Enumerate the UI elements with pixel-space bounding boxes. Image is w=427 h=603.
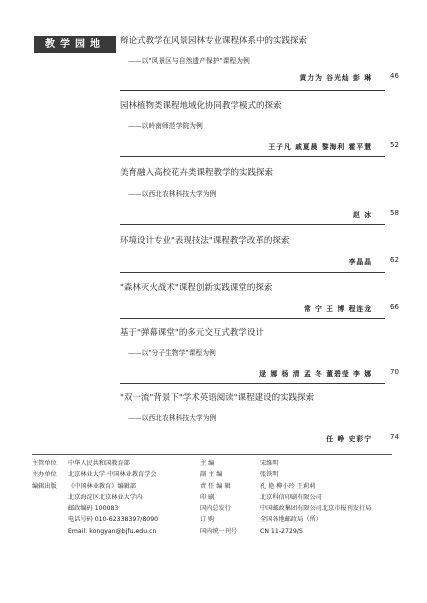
entry-authors: 常 宁 王 博 程连龙: [303, 305, 372, 313]
entry-divider: [120, 318, 385, 319]
footer-row: [200, 492, 371, 503]
footer-row: [200, 503, 371, 514]
entry-subtitle: ——以"分子生物学"课程为例: [128, 349, 216, 357]
entry-title: 辩论式教学在风景园林专业课程体系中的实践探索: [120, 36, 308, 46]
footer-value: 全国各地邮政局（所）: [260, 516, 322, 524]
entry-divider: [120, 272, 385, 273]
entry-page-number: 66: [390, 303, 399, 311]
footer-row: [200, 481, 371, 492]
footer-row: [32, 526, 158, 537]
entry-authors: 逯 娜 杨 清 孟 冬 董碧莹 李 娜: [259, 370, 372, 378]
footer-value: 北京海淀区北京林业大学内: [68, 493, 143, 501]
footer-value: 北京科信印刷有限公司: [260, 493, 322, 501]
entry-subtitle: ——以西北农林科技大学为例: [128, 414, 217, 422]
footer-row: [200, 469, 371, 480]
footer-label: 主办单位: [32, 471, 57, 479]
footer-value: 北京林业大学 中国林业教育学会: [68, 471, 157, 479]
footer-label: 国内统一刊号: [200, 527, 238, 535]
entry-title: 园林植物类课程地域化协同教学模式的探索: [120, 101, 282, 111]
footer-label: [32, 526, 68, 537]
entry-divider: [120, 383, 385, 384]
footer-value: 电话号码 010-62338397/8090: [68, 516, 159, 524]
footer-row: [200, 514, 371, 525]
toc-entry[interactable]: [120, 36, 399, 82]
toc-entry[interactable]: [120, 283, 399, 313]
footer-value: 张铁明: [260, 471, 279, 479]
footer-row: [32, 514, 158, 525]
footer-label: [32, 492, 68, 503]
toc-entry[interactable]: [120, 393, 399, 443]
footer-label: 国内总发行: [200, 505, 231, 513]
toc-entry[interactable]: [120, 101, 399, 151]
entry-divider: [120, 90, 385, 91]
footer-label: [32, 503, 68, 514]
entry-page-number: 46: [390, 72, 399, 80]
footer-editorial-info: [200, 458, 371, 537]
entry-page-number: 70: [390, 368, 399, 376]
footer-value: 邮政编码 100083: [68, 505, 119, 513]
footer-value: 《中国林业教育》编辑部: [68, 482, 137, 490]
entry-title: "森林灭火战术"课程创新实践课堂的探索: [120, 283, 273, 293]
entry-page-number: 74: [390, 433, 399, 441]
entry-title: 环境设计专业"表现技法"课程教学改革的探索: [120, 236, 290, 246]
entry-page-number: 58: [390, 209, 399, 217]
footer-row: [32, 458, 158, 469]
footer-row: [32, 492, 158, 503]
toc-entry[interactable]: [120, 236, 399, 266]
footer-row: [200, 526, 371, 537]
footer-value: CN 11-2729/S: [260, 527, 303, 535]
footer-value: 中华人民共和国教育部: [68, 460, 130, 467]
entry-authors: 李晶晶: [348, 258, 372, 266]
footer-label: 订 购: [200, 516, 215, 524]
entry-authors: 黄力为 谷光灿 彭 琳: [299, 74, 372, 82]
section-label: 教学园地: [34, 36, 116, 53]
footer-label: 编辑出版: [32, 482, 57, 490]
toc-entry[interactable]: [120, 328, 399, 378]
entry-authors: 王子凡 戚夏晨 黎海利 霍平慧: [268, 143, 372, 151]
footer-value: Email: kongyan@bjfu.edu.cn: [68, 527, 157, 535]
footer-value: 中国邮政集团有限公司北京市报刊发行局: [260, 505, 372, 513]
footer-label: 主 编: [200, 460, 215, 467]
entry-subtitle: ——以岭南师范学院为例: [128, 122, 203, 130]
entry-page-number: 52: [390, 141, 399, 149]
footer-label: 主管单位: [32, 460, 57, 467]
entry-subtitle: ——以西北农林科技大学为例: [128, 190, 217, 198]
entry-authors: 赵 冰: [353, 211, 372, 219]
entry-title: 美育融入高校花卉类课程教学的实践探索: [120, 168, 274, 178]
footer-row: [32, 469, 158, 480]
entry-title: 基于"弹幕课堂"的多元交互式教学设计: [120, 328, 264, 338]
entry-page-number: 62: [390, 256, 399, 264]
entry-title: "双一流"背景下"学术英语阅读"课程建设的实践探索: [120, 393, 315, 403]
footer-label: 副 主 编: [200, 471, 223, 479]
footer-row: [32, 503, 158, 514]
footer-label: [32, 514, 68, 525]
entry-divider: [120, 156, 385, 157]
footer-publisher-info: [32, 458, 158, 537]
footer-row: [32, 481, 158, 492]
footer-divider: [32, 454, 392, 455]
footer-label: 责 任 编 辑: [200, 482, 231, 490]
entry-divider: [120, 224, 385, 225]
footer-label: 印 刷: [200, 493, 215, 501]
footer-value: 孔 艳 柳小玲 王莉莉: [260, 482, 316, 490]
toc-entry[interactable]: [120, 168, 399, 219]
footer-row: [200, 458, 371, 469]
entry-subtitle: ——以"风景区与自然遗产保护"课程为例: [128, 57, 250, 65]
entry-authors: 任 峥 史彩宁: [326, 435, 372, 443]
footer-value: 宋维明: [260, 460, 279, 467]
